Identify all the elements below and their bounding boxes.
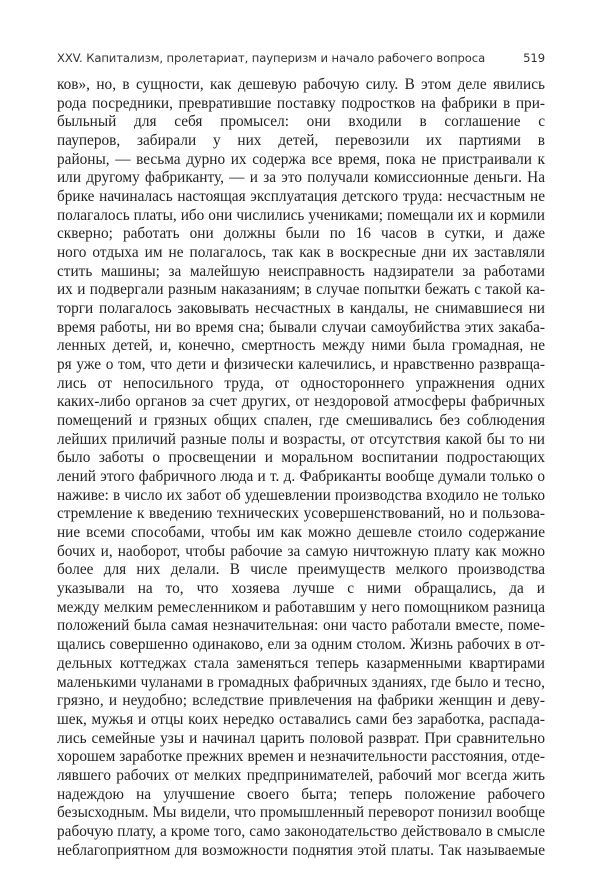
text-line: было заботы о просвещении и моральном воспитании подростающих	[57, 449, 545, 467]
text-line: рода посредники, превратившие поставку подростков на фабрики в при-	[57, 94, 545, 112]
text-line: ленных детей, и, конечно, смертность между ними была громадная, не	[57, 337, 545, 355]
text-line: полагалось платы, ибо они числились учениками; помещали их и кормили	[57, 206, 545, 224]
text-line: щались совершенно одинаково, ели за одним столом. Жизнь рабочих в от-	[57, 636, 545, 654]
text-line: брике начиналась настоящая эксплуатация детского труда: несчастным не	[57, 188, 545, 206]
text-line: указывали на то, что хозяева лучше с ними обращались, да и	[57, 580, 545, 598]
text-line: районы, — весьма дурно их содержа все время, пока не пристраивали к	[57, 150, 545, 168]
text-line: грязно, и неудобно; вследствие привлечения на фабрики женщин и деву-	[57, 692, 545, 710]
text-line: скверно; работать они должны были по 16 часов в сутки, и даже	[57, 225, 545, 243]
text-line: ря уже о том, что дети и физически калечились, и нравственно развраща-	[57, 356, 545, 374]
text-line: безысходным. Мы видели, что промышленный переворот понизил вообще	[57, 804, 545, 822]
text-line: положений была самая незначительная: они часто работали вместе, поме-	[57, 617, 545, 635]
text-line: их и подвергали разным наказаниям; в случае попытки бежать с такой ка-	[57, 281, 545, 299]
text-line: лись семейные узы и начинал царить половой разврат. При сравнительно	[57, 729, 545, 747]
text-line: время работы, ни во время сна; бывали случаи самоубийства этих закаба-	[57, 318, 545, 336]
text-line: ков», но, в сущности, как дешевую рабочую силу. В этом деле явились	[57, 76, 545, 93]
text-line: каких-либо органов за счет других, от нездоровой атмосферы фабричных	[57, 393, 545, 411]
text-line: наживе: в число их забот об удешевлении производства входило не только	[57, 486, 545, 504]
text-line: рабочую плату, а кроме того, само законодательство действовало в смысле	[57, 822, 545, 840]
text-line: хорошем заработке прежних времен и незначительности расстояния, отде-	[57, 748, 545, 766]
running-title: XXV. Капитализм, пролетариат, пауперизм и начало рабочего вопроса	[57, 51, 486, 65]
text-line: лявшего рабочих от мелких предпринимателей, рабочий мог всегда жить	[57, 766, 545, 784]
text-line: стремление к введению технических усовершенствований, но и пользова-	[57, 505, 545, 523]
text-line: надеждою на улучшение своего быта; теперь положение рабочего	[57, 785, 545, 803]
text-line: между мелким ремесленником и работавшим у него помощником разница	[57, 598, 545, 616]
text-line: лений этого фабричного люда и т. д. Фабриканты вообще думали только о	[57, 468, 545, 486]
running-header	[57, 49, 545, 67]
text-line: быльный для себя промысел: они входили в соглашение с	[57, 113, 545, 131]
page-number: 519	[523, 51, 545, 65]
text-line: шек, мужья и отцы коих нередко оставались сами без заработка, распада-	[57, 710, 545, 728]
text-line: ние всеми способами, чтобы им как можно дешевле стоило содержание	[57, 524, 545, 542]
text-line: или другому фабриканту, — и за это получали комиссионные деньги. На	[57, 169, 545, 187]
text-line: стить машины; за малейшую неисправность надзиратели за работами	[57, 262, 545, 280]
text-line: ного отдыха им не полагалось, так как в воскресные дни их заставляли	[57, 244, 545, 262]
text-line: лейших приличий разные полы и возрасты, от отсутствия какой бы то ни	[57, 430, 545, 448]
text-line: пауперов, забирали у них детей, перевозили их партиями в	[57, 132, 545, 150]
text-line: бочих и, наоборот, чтобы рабочие за самую ничтожную плату как можно	[57, 542, 545, 560]
text-line: лись от непосильного труда, от одностороннего упражнения одних	[57, 374, 545, 392]
text-line: помещений и грязных общих спален, где смешивались без соблюдения	[57, 412, 545, 430]
text-line: торги полагалось заковывать несчастных в кандалы, не снимавшиеся ни	[57, 300, 545, 318]
text-line: неблагоприятном для возможности поднятия этой платы. Так называемые	[57, 841, 545, 859]
body-text	[57, 76, 545, 860]
text-line: маленькими чуланами в громадных фабричных зданиях, где было и тесно,	[57, 673, 545, 691]
text-line: дельных коттеджах стала заменяться теперь казарменными квартирами	[57, 654, 545, 672]
text-line: более для них делали. В числе преимуществ мелкого производства	[57, 561, 545, 579]
